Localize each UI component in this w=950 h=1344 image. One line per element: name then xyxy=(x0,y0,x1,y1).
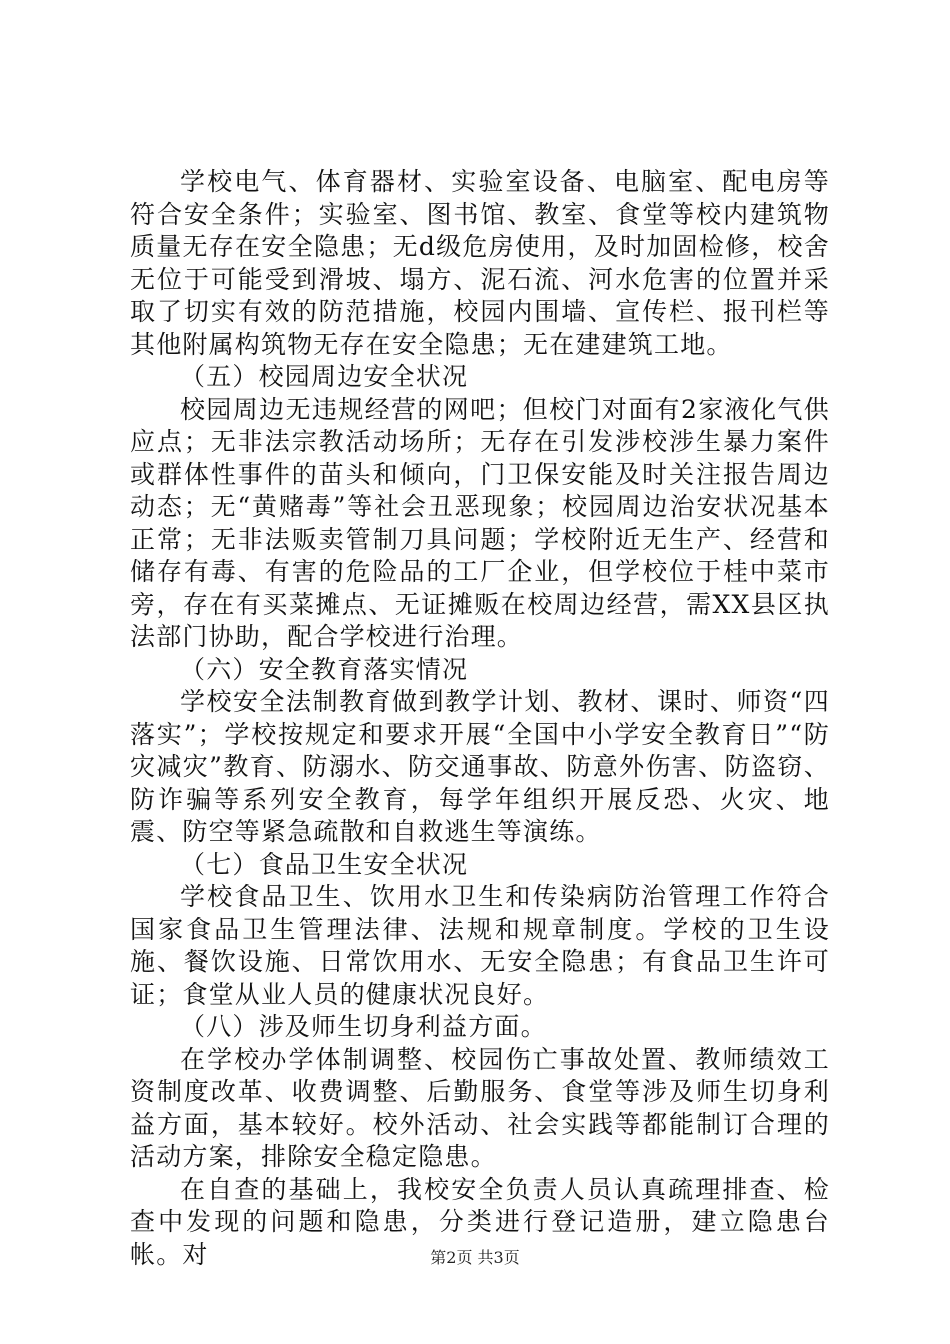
page-footer: 第2页 共3页 xyxy=(430,1248,520,1267)
paragraph-interests: 在学校办学体制调整、校园伤亡事故处置、教师绩效工资制度改革、收费调整、后勤服务、食堂等涉及师生切身利益方面，基本较好。校外活动、社会实践等都能制订合理的活动方案，排除安全稳定隐患。 xyxy=(130,1044,830,1171)
paragraph-education: 学校安全法制教育做到教学计划、教材、课时、师资“四落实”；学校按规定和要求开展“全国中小学安全教育日”“防灾减灾”教育、防溺水、防交通事故、防意外伤害、防盗窃、防诈骗等系列安全教育，每学年组织开展反恐、火灾、地震、防空等紧急疏散和自救逃生等演练。 xyxy=(130,687,830,846)
section-heading-5: （五）校园周边安全状况 xyxy=(180,362,469,391)
paragraph-facilities: 学校电气、体育器材、实验室设备、电脑室、配电房等符合安全条件；实验室、图书馆、教室、食堂等校内建筑物质量无存在安全隐患；无d级危房使用，及时加固检修，校舍无位于可能受到滑坡、塌方、泥石流、河水危害的位置并采取了切实有效的防范措施，校园内围墙、宣传栏、报刊栏等其他附属构筑物无存在安全隐患；无在建建筑工地。 xyxy=(130,167,830,359)
section-heading-8: （八）涉及师生切身利益方面。 xyxy=(180,1012,547,1041)
paragraph-food-safety: 学校食品卫生、饮用水卫生和传染病防治管理工作符合国家食品卫生管理法律、法规和规章制度。学校的卫生设施、餐饮设施、日常饮用水、无安全隐患；有食品卫生许可证；食堂从业人员的健康状况良好。 xyxy=(130,882,830,1009)
section-heading-6: （六）安全教育落实情况 xyxy=(180,654,469,684)
paragraph-surroundings: 校园周边无违规经营的网吧；但校门对面有2家液化气供应点；无非法宗教活动场所；无存在引发涉校涉生暴力案件或群体性事件的苗头和倾向，门卫保安能及时关注报告周边动态；无“黄赌毒”等社会丑恶现象；校园周边治安状况基本正常；无非法贩卖管制刀具问题；学校附近无生产、经营和储存有毒、有害的危险品的工厂企业，但学校位于桂中菜市旁，存在有买菜摊点、无证摊贩在校周边经营，需XX县区执法部门协助，配合学校进行治理。 xyxy=(130,394,830,651)
section-heading-7: （七）食品卫生安全状况 xyxy=(180,849,469,879)
paragraph-self-check: 在自查的基础上，我校安全负责人员认真疏理排查、检查中发现的问题和隐患，分类进行登记造册，建立隐患台帐。对 xyxy=(130,1174,830,1269)
document-body xyxy=(130,166,830,1271)
